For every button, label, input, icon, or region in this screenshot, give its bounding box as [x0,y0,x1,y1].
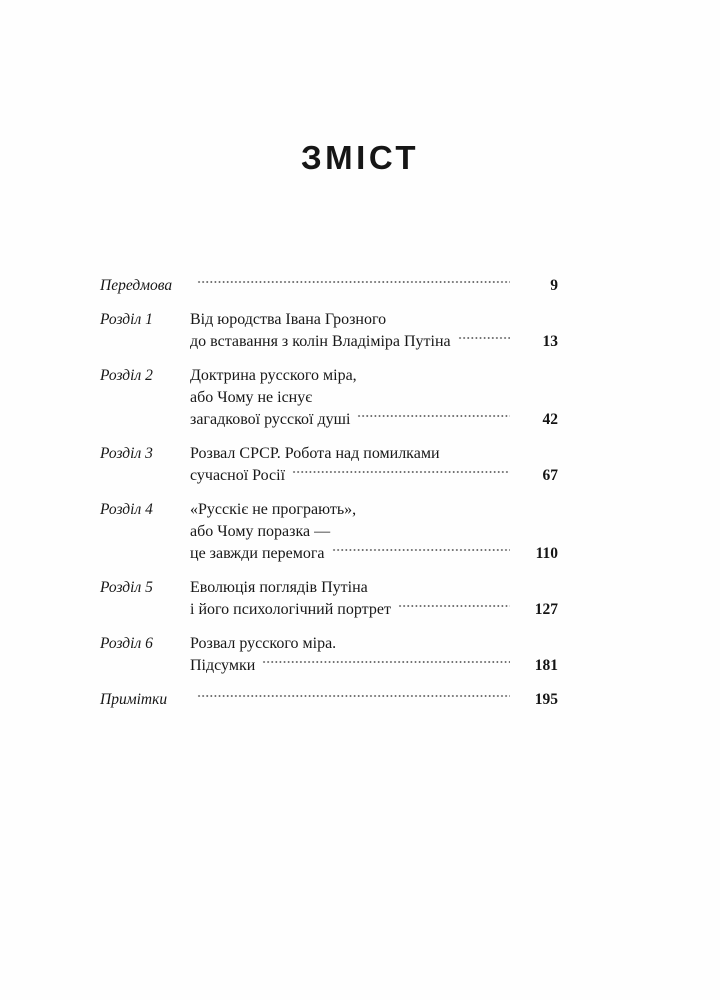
toc-page-number: 67 [542,467,558,484]
toc-row [100,268,558,294]
toc-page-number: 195 [534,691,558,708]
toc-entry-label: Розділ 4 [100,501,153,518]
toc-row [100,626,558,652]
dot-leader [292,458,510,480]
toc-entry-title-line: або Чому не існує [190,389,313,406]
toc-row [100,492,558,518]
toc-entry-chapter-6[interactable] [100,626,558,674]
dot-leader [343,626,510,648]
toc-entry-title-line: Розвал СРСР. Робота над помилками [190,445,440,462]
toc-entry-preface[interactable] [100,268,558,294]
toc-page-number: 181 [534,657,558,674]
toc-row [100,302,558,328]
toc-entry-title-line: загадкової русскої душі [190,411,351,428]
dot-leader [332,536,511,558]
dot-leader [363,492,510,514]
toc-page-number: 13 [542,333,558,350]
dot-leader [337,514,510,536]
toc-entry-title-line: Доктрина русского міра, [190,367,357,384]
toc-page-number: 42 [542,411,558,428]
toc-entry-label: Розділ 2 [100,367,153,384]
toc-row [100,682,558,708]
toc-entry-chapter-1[interactable] [100,302,558,350]
toc-entry-label: Примітки [100,691,168,708]
toc-entry-notes[interactable] [100,682,558,708]
dot-leader [398,592,510,614]
toc-entry-label: Розділ 1 [100,311,153,328]
toc-row [100,570,558,596]
dot-leader [262,648,510,670]
toc-page-number: 110 [535,545,558,562]
toc-row [100,358,558,384]
toc-entry-title-line: це завжди перемога [190,545,325,562]
toc-entry-title-line: Від юродства Івана Грозного [190,311,387,328]
toc-entry-title-line: або Чому поразка — [190,523,331,540]
dot-leader [447,436,511,458]
toc-entry-title-line: сучасної Росії [190,467,286,484]
dot-leader [197,682,510,704]
page-title: ЗМІСТ [301,139,419,176]
toc-row [100,436,558,462]
toc-entry-label: Передмова [100,277,173,294]
toc-entry-title-line: Підсумки [190,657,256,674]
toc-entry-chapter-3[interactable] [100,436,558,484]
dot-leader [364,358,510,380]
toc-entry-label: Розділ 3 [100,445,153,462]
toc-page-number: 9 [550,277,558,294]
toc-entry-title-line: Еволюція поглядів Путіна [190,579,368,596]
toc-entry-label: Розділ 5 [100,579,153,596]
toc-entry-title-line: Розвал русского міра. [190,635,337,652]
dot-leader [375,570,510,592]
toc-entry-title-line: до вставання з колін Владіміра Путіна [190,333,451,350]
toc-row [100,402,558,428]
toc-entry-label: Розділ 6 [100,635,153,652]
toc-entry-chapter-2[interactable] [100,358,558,428]
toc-entry-chapter-4[interactable] [100,492,558,562]
dot-leader [458,324,510,346]
toc-entry-title-line: «Русскіє не програють», [190,501,357,518]
dot-leader [393,302,510,324]
toc-page-number: 127 [534,601,558,618]
dot-leader [197,268,510,290]
dot-leader [357,402,510,424]
dot-leader [319,380,510,402]
toc-entry-title-line: і його психологічний портрет [190,601,391,618]
toc-entry-chapter-5[interactable] [100,570,558,618]
table-of-contents [100,268,558,716]
